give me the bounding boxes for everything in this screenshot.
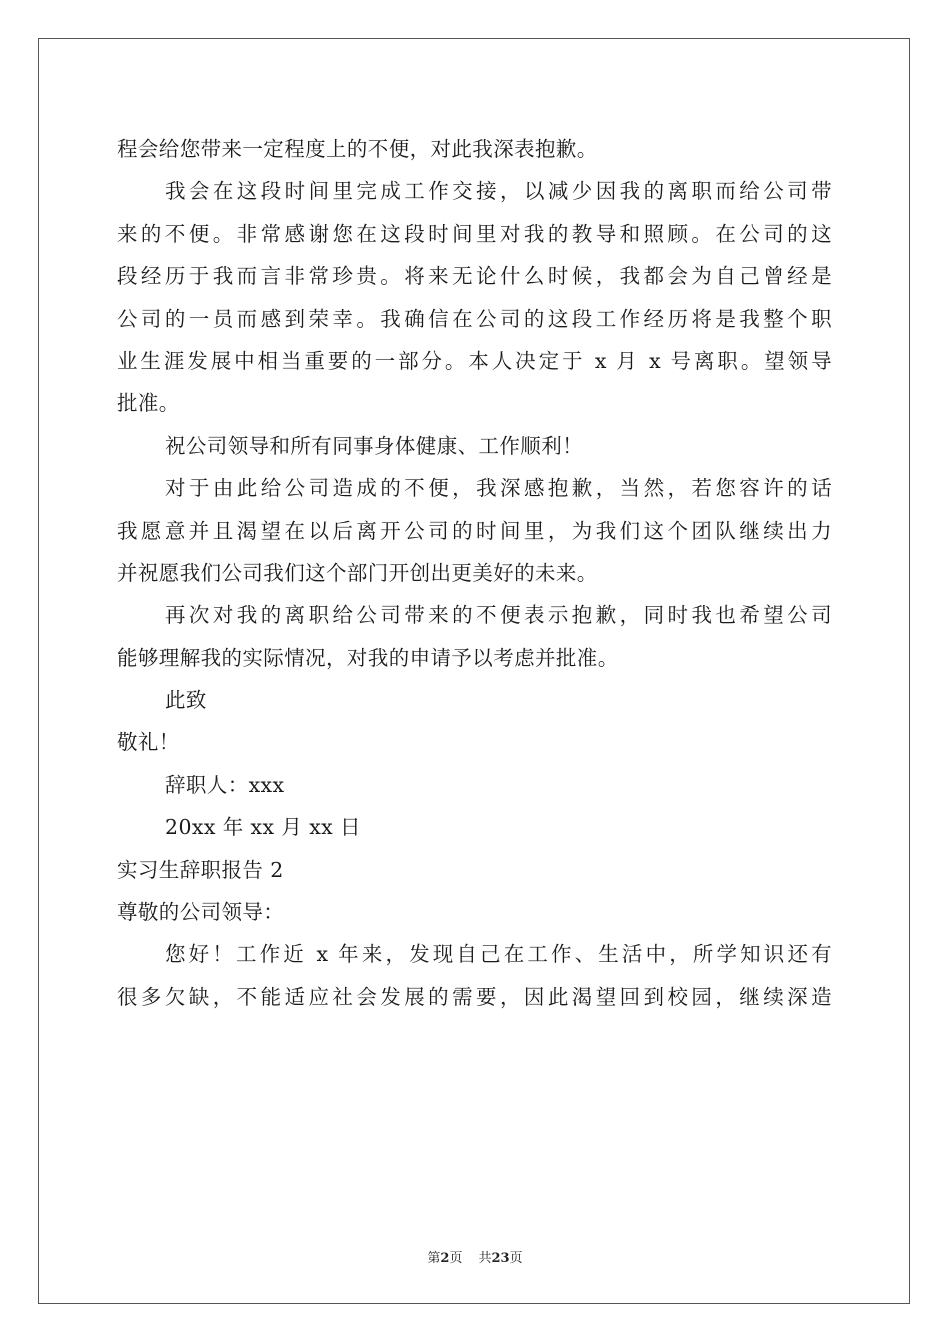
text-line: 对于由此给公司造成的不便，我深感抱歉，当然，若您容许的话 — [165, 476, 832, 501]
text-line: 业生涯发展中相当重要的一部分。本人决定于 x 月 x 号离职。望领导 — [117, 348, 832, 373]
page-suffix: 页 — [449, 1251, 463, 1266]
page-number: 2 — [440, 1251, 450, 1266]
text-line: 再次对我的离职给公司带来的不便表示抱歉，同时我也希望公司 — [165, 603, 832, 628]
text-line: 批准。 — [117, 391, 180, 416]
text-line: 我会在这段时间里完成工作交接，以减少因我的离职而给公司带 — [165, 179, 832, 204]
closing-line: 此致 — [165, 688, 207, 713]
section-title: 实习生辞职报告 2 — [117, 857, 284, 882]
page-footer — [0, 1247, 950, 1266]
page-prefix: 第 — [427, 1251, 441, 1266]
text-line: 能够理解我的实际情况，对我的申请予以考虑并批准。 — [117, 645, 619, 670]
signature-line: 辞职人：xxx — [165, 772, 285, 797]
total-suffix: 页 — [509, 1251, 523, 1266]
salutation-line: 敬礼！ — [117, 730, 180, 755]
document-body — [117, 128, 832, 1018]
text-line: 您好！工作近 x 年来，发现自己在工作、生活中，所学知识还有 — [165, 942, 832, 967]
text-line: 来的不便。非常感谢您在这段时间里对我的教导和照顾。在公司的这 — [117, 221, 832, 246]
date-line: 20xx 年 xx 月 xx 日 — [165, 815, 361, 840]
text-line: 我愿意并且渴望在以后离开公司的时间里，为我们这个团队继续出力 — [117, 518, 832, 543]
total-pages: 23 — [491, 1251, 510, 1266]
text-line: 很多欠缺，不能适应社会发展的需要，因此渴望回到校园，继续深造 — [117, 984, 832, 1009]
greeting-line: 尊敬的公司领导： — [117, 900, 285, 925]
text-line: 祝公司领导和所有同事身体健康、工作顺利！ — [165, 433, 583, 458]
text-line: 程会给您带来一定程度上的不便，对此我深表抱歉。 — [117, 137, 598, 161]
text-line: 段经历于我而言非常珍贵。将来无论什么时候，我都会为自己曾经是 — [117, 264, 832, 289]
text-line: 并祝愿我们公司我们这个部门开创出更美好的未来。 — [117, 560, 598, 585]
text-line: 公司的一员而感到荣幸。我确信在公司的这段工作经历将是我整个职 — [117, 306, 832, 331]
total-prefix: 共 — [478, 1251, 492, 1266]
